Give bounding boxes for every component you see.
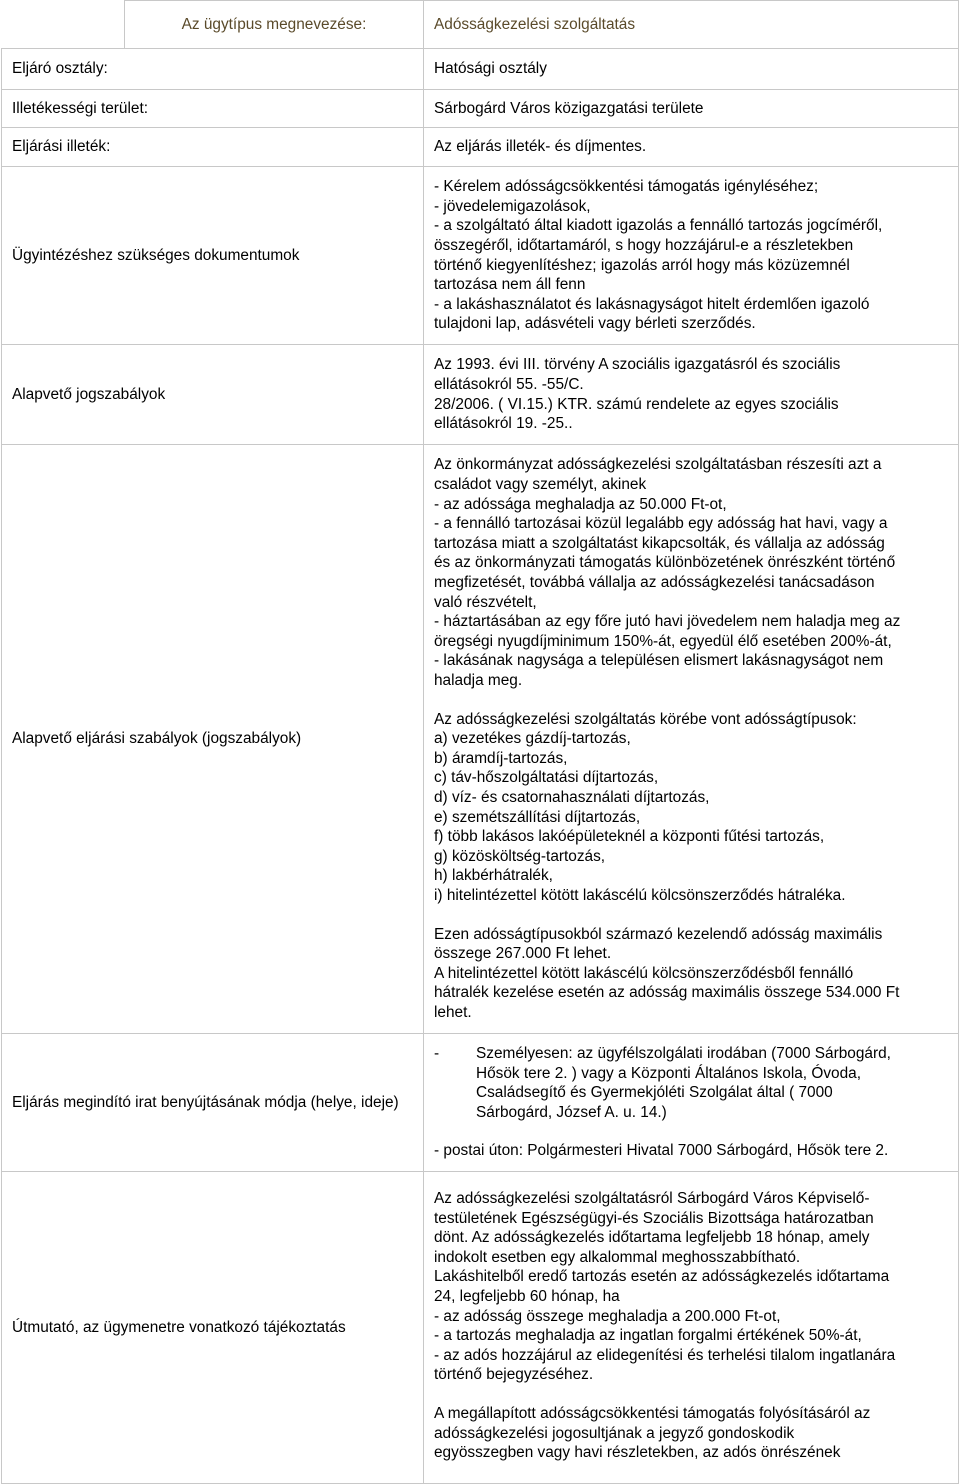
spacer xyxy=(434,1122,952,1141)
text-line: f) több lakásos lakóépületeknél a központi fűtési tartozás, xyxy=(434,828,825,846)
text-line: h) lakbérhátralék, xyxy=(434,867,553,885)
text-line: - az adósság összege meghaladja a 200.000 Ft-ot, xyxy=(434,1307,781,1325)
text-line: haladja meg. xyxy=(434,672,523,690)
text-line: 24, legfeljebb 60 hónap, ha xyxy=(434,1287,620,1305)
text-line: történő bejegyzéséhez. xyxy=(434,1366,594,1384)
row-benyujtas xyxy=(2,1034,959,1172)
text-line: összege 267.000 Ft lehet. xyxy=(434,945,612,963)
text-line: való részvételt, xyxy=(434,593,537,611)
text-line: adósságkezelési jogosultjának a jegyző gondoskodik xyxy=(434,1424,795,1442)
text-line: - a lakáshasználatot és lakásnagyságot hitelt érdemlően igazoló xyxy=(434,295,870,313)
value-eljarasi-szabalyok xyxy=(424,445,959,1034)
row-eljaro xyxy=(2,49,959,90)
text-line: testületének Egészségügyi-és Szociális Bizottsága határozatban xyxy=(434,1209,874,1227)
text-line: tartozása nem áll fenn xyxy=(434,276,586,294)
guidance-text xyxy=(434,1189,952,1385)
spacer xyxy=(434,1385,952,1404)
label-jogszabalyok: Alapvető jogszabályok xyxy=(2,345,424,445)
value-dokumentumok xyxy=(424,167,959,345)
text-line: hátralék kezelése esetén az adósság maximális összege 534.000 Ft xyxy=(434,984,900,1002)
text-line: családot vagy személyt, akinek xyxy=(434,476,647,494)
text-line: tulajdoni lap, adásvételi vagy bérleti szerződés. xyxy=(434,315,756,333)
row-illetekesseg xyxy=(2,90,959,128)
row-jogszabalyok xyxy=(2,345,959,445)
eligibility-text xyxy=(434,455,952,690)
text-line: - az adós hozzájárul az elidegenítési és terhelési tilalom ingatlanára xyxy=(434,1346,896,1364)
spacer xyxy=(434,906,952,925)
text-line: ellátásokról 55. -55/C. xyxy=(434,375,584,393)
text-line: - a tartozás meghaladja az ingatlan forgalmi értékének 50%-át, xyxy=(434,1327,862,1345)
text-line: tartozása miatt a szolgáltatást kikapcsolták, és vállalja az adósság xyxy=(434,534,885,552)
header-row xyxy=(2,1,959,49)
text-line: - lakásának nagysága a településen elismert lakásnagyságot nem xyxy=(434,652,884,670)
text-line: Hősök tere 2. ) vagy a Központi Általános Iskola, Óvoda, xyxy=(476,1064,861,1082)
text-line: Családsegítő és Gyermekjóléti Szolgálat által ( 7000 xyxy=(476,1084,833,1102)
value-illetek: Az eljárás illeték- és díjmentes. xyxy=(424,128,959,167)
case-info-table xyxy=(1,0,959,1484)
text-line: a) vezetékes gázdíj-tartozás, xyxy=(434,730,631,748)
header-blank-cell xyxy=(2,1,125,49)
text-line: lehet. xyxy=(434,1003,472,1021)
spacer xyxy=(434,691,952,710)
text-line: b) áramdíj-tartozás, xyxy=(434,749,568,767)
text-line: d) víz- és csatornahasználati díjtartozás, xyxy=(434,788,710,806)
personal-submission-text xyxy=(476,1044,891,1122)
text-line: - a szolgáltató által kiadott igazolás a fennálló tartozás jogcíméről, xyxy=(434,217,883,235)
text-line: Az adósságkezelési szolgáltatás körébe vont adósságtípusok: xyxy=(434,710,857,728)
header-value: Adósságkezelési szolgáltatás xyxy=(424,1,959,49)
label-illetekesseg: Illetékességi terület: xyxy=(2,90,424,128)
text-line: indokolt esetben egy alkalommal meghosszabbítható. xyxy=(434,1248,801,1266)
text-line: összegéről, időtartamáról, s hogy hozzájárul-e a részletekben xyxy=(434,236,854,254)
row-dokumentumok xyxy=(2,167,959,345)
text-line: g) közösköltség-tartozás, xyxy=(434,847,606,865)
label-eljaro: Eljáró osztály: xyxy=(2,49,424,90)
header-title: Az ügytípus megnevezése: xyxy=(125,1,424,49)
text-line: Az önkormányzat adósságkezelési szolgáltatásban részesíti azt a xyxy=(434,456,882,474)
text-line: i) hitelintézettel kötött lakáscélú kölcsönszerződés hátraléka. xyxy=(434,886,846,904)
text-line: 28/2006. ( VI.15.) KTR. számú rendelete az egyes szociális xyxy=(434,395,839,413)
text-line: egyösszegben vagy havi részletekben, az adós önrészének xyxy=(434,1444,841,1462)
label-utmutato: Útmutató, az ügymenetre vonatkozó tájékoztatás xyxy=(2,1172,424,1484)
value-illetekesseg: Sárbogárd Város közigazgatási területe xyxy=(424,90,959,128)
text-line: Az 1993. évi III. törvény A szociális igazgatásról és szociális xyxy=(434,356,841,374)
text-line: Lakáshitelből eredő tartozás esetén az adósságkezelés időtartama xyxy=(434,1268,890,1286)
text-line: e) szemétszállítási díjtartozás, xyxy=(434,808,641,826)
text-line: Személyesen: az ügyfélszolgálati irodában (7000 Sárbogárd, xyxy=(476,1045,891,1063)
max-debt-text xyxy=(434,925,952,1023)
value-benyujtas xyxy=(424,1034,959,1172)
text-line: öregségi nyugdíjminimum 150%-át, egyedül élő esetében 200%-át, xyxy=(434,632,892,650)
dokumentumok-text xyxy=(434,177,952,334)
label-eljarasi-szabalyok: Alapvető eljárási szabályok (jogszabályok) xyxy=(2,445,424,1034)
text-line: Ezen adósságtípusokból származó kezelendő adósság maximális xyxy=(434,925,883,943)
text-line: - Kérelem adósságcsökkentési támogatás igényléséhez; xyxy=(434,178,819,196)
text-line: - jövedelemigazolások, xyxy=(434,197,591,215)
label-illetek: Eljárási illeték: xyxy=(2,128,424,167)
text-line: - háztartásában az egy főre jutó havi jövedelem nem haladja meg az xyxy=(434,613,901,631)
value-jogszabalyok xyxy=(424,345,959,445)
text-line: - az adóssága meghaladja az 50.000 Ft-ot, xyxy=(434,495,727,513)
value-utmutato xyxy=(424,1172,959,1484)
row-eljarasi-szabalyok xyxy=(2,445,959,1034)
label-benyujtas: Eljárás megindító irat benyújtásának módja (helye, ideje) xyxy=(2,1034,424,1172)
row-utmutato xyxy=(2,1172,959,1484)
personal-submission-item xyxy=(434,1044,952,1122)
text-line: dönt. Az adósságkezelés időtartama legfeljebb 18 hónap, amely xyxy=(434,1229,870,1247)
text-line: A megállapított adósságcsökkentési támogatás folyósításáról az xyxy=(434,1404,871,1422)
text-line: megfizetését, továbbá vállalja az adósságkezelési tanácsadáson xyxy=(434,574,875,592)
text-line: ellátásokról 19. -25.. xyxy=(434,415,573,433)
value-eljaro: Hatósági osztály xyxy=(424,49,959,90)
text-line: - a fennálló tartozásai közül legalább egy adósság hat havi, vagy a xyxy=(434,515,888,533)
text-line: Az adósságkezelési szolgáltatásról Sárbogárd Város Képviselő- xyxy=(434,1190,870,1207)
text-line: c) táv-hőszolgáltatási díjtartozás, xyxy=(434,769,659,787)
payment-text xyxy=(434,1404,952,1463)
text-line: történő kiegyenlítéshez; igazolás arról hogy más közüzemnél xyxy=(434,256,850,274)
row-illetek xyxy=(2,128,959,167)
bullet-dash: - xyxy=(434,1045,440,1063)
text-line: és az önkormányzati támogatás különbözetének önrészként történő xyxy=(434,554,896,572)
text-line: Sárbogárd, József A. u. 14.) xyxy=(476,1103,667,1121)
label-dokumentumok: Ügyintézéshez szükséges dokumentumok xyxy=(2,167,424,345)
text-line: A hitelintézettel kötött lakáscélú kölcsönszerződésből fennálló xyxy=(434,964,854,982)
debt-types-text xyxy=(434,710,952,906)
postal-submission-text: - postai úton: Polgármesteri Hivatal 7000 Sárbogárd, Hősök tere 2. xyxy=(434,1142,889,1160)
